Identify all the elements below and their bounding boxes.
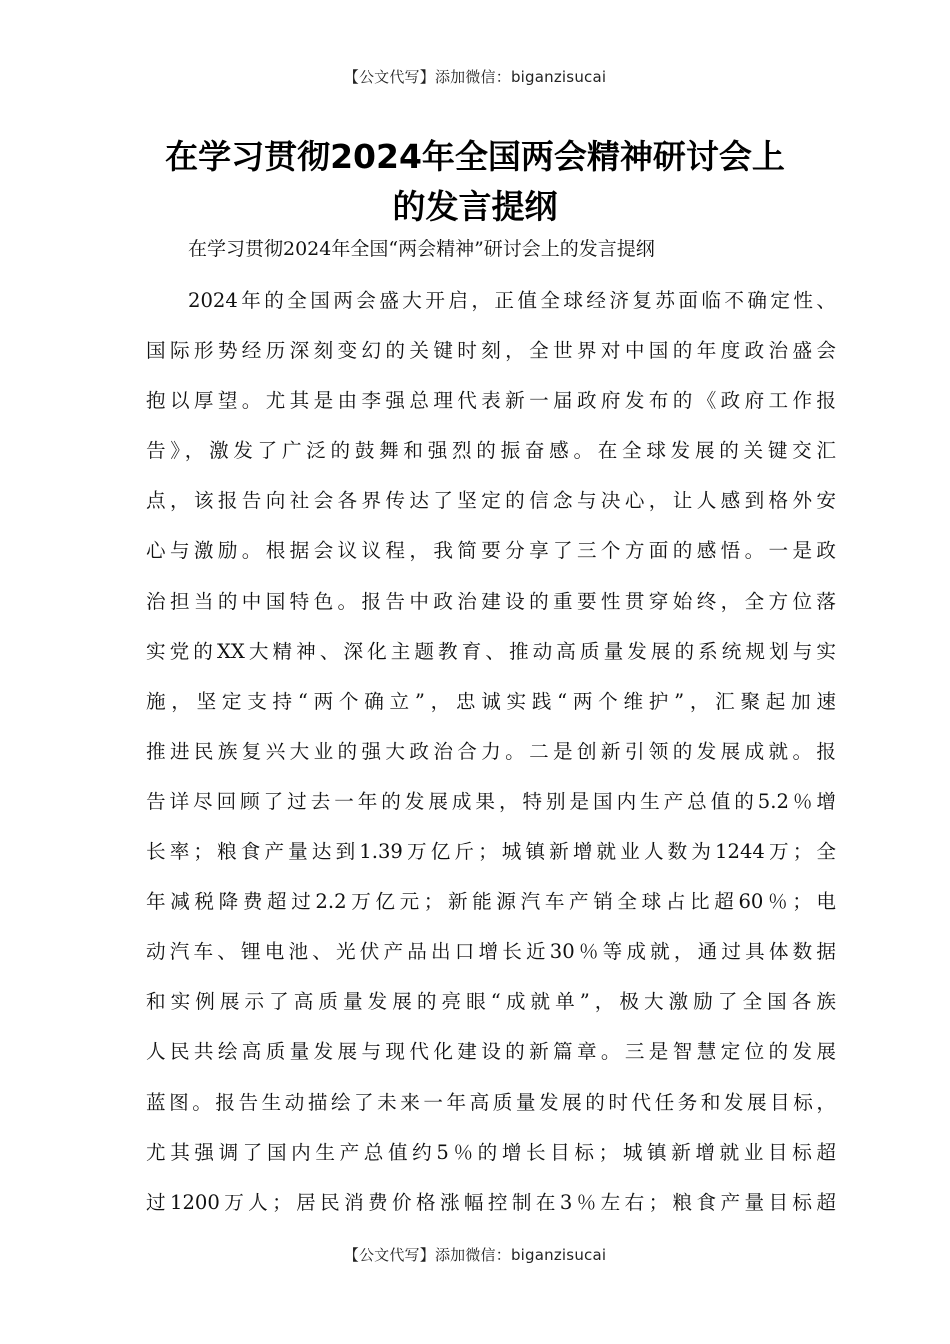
- body-line: 施，坚定支持“两个确立”，忠诚实践“两个维护”，汇聚起加速: [146, 689, 836, 713]
- page-footer: 【公文代写】添加微信：biganzisucai: [343, 1246, 607, 1264]
- body-line: 点，该报告向社会各界传达了坚定的信念与决心，让人感到格外安: [146, 489, 836, 513]
- body-line: 抱以厚望。尤其是由李强总理代表新一届政府发布的《政府工作报: [146, 389, 836, 413]
- title-line-1: 在学习贯彻2024年全国两会精神研讨会上: [165, 137, 785, 176]
- body-line: 告详尽回顾了过去一年的发展成果，特别是国内生产总值的5.2％增: [146, 789, 836, 813]
- page-header: 【公文代写】添加微信：biganzisucai: [343, 68, 607, 86]
- title-line-2: 的发言提纲: [392, 187, 558, 226]
- body-line: 心与激励。根据会议议程，我简要分享了三个方面的感悟。一是政: [146, 539, 836, 563]
- body-line: 人民共绘高质量发展与现代化建设的新篇章。三是智慧定位的发展: [146, 1040, 836, 1064]
- body-line: 国际形势经历深刻变幻的关键时刻，全世界对中国的年度政治盛会: [146, 339, 836, 363]
- body-line: 治担当的中国特色。报告中政治建设的重要性贯穿始终，全方位落: [146, 589, 836, 613]
- body-line: 动汽车、锂电池、光伏产品出口增长近30％等成就，通过具体数据: [146, 940, 836, 964]
- body-line: 年减税降费超过2.2万亿元；新能源汽车产销全球占比超60％；电: [146, 890, 836, 914]
- body-line: 2024年的全国两会盛大开启，正值全球经济复苏面临不确定性、: [188, 289, 836, 312]
- document-title: [130, 132, 820, 232]
- body-line: 蓝图。报告生动描绘了未来一年高质量发展的时代任务和发展目标，: [146, 1090, 836, 1114]
- body-line: 实党的XX大精神、深化主题教育、推动高质量发展的系统规划与实: [146, 639, 836, 663]
- body-line: 长率；粮食产量达到1.39万亿斤；城镇新增就业人数为1244万；全: [146, 840, 836, 864]
- body-line: 过1200万人；居民消费价格涨幅控制在3％左右；粮食产量目标超: [146, 1190, 836, 1214]
- body-line: 推进民族复兴大业的强大政治合力。二是创新引领的发展成就。报: [146, 739, 836, 763]
- body-line: 和实例展示了高质量发展的亮眼“成就单”，极大激励了全国各族: [146, 990, 836, 1014]
- document-subtitle: 在学习贯彻2024年全国“两会精神”研讨会上的发言提纲: [188, 238, 655, 260]
- body-text: [146, 286, 836, 1238]
- body-line: 告》，激发了广泛的鼓舞和强烈的振奋感。在全球发展的关键交汇: [146, 439, 836, 463]
- body-line: 尤其强调了国内生产总值约5％的增长目标；城镇新增就业目标超: [146, 1140, 836, 1164]
